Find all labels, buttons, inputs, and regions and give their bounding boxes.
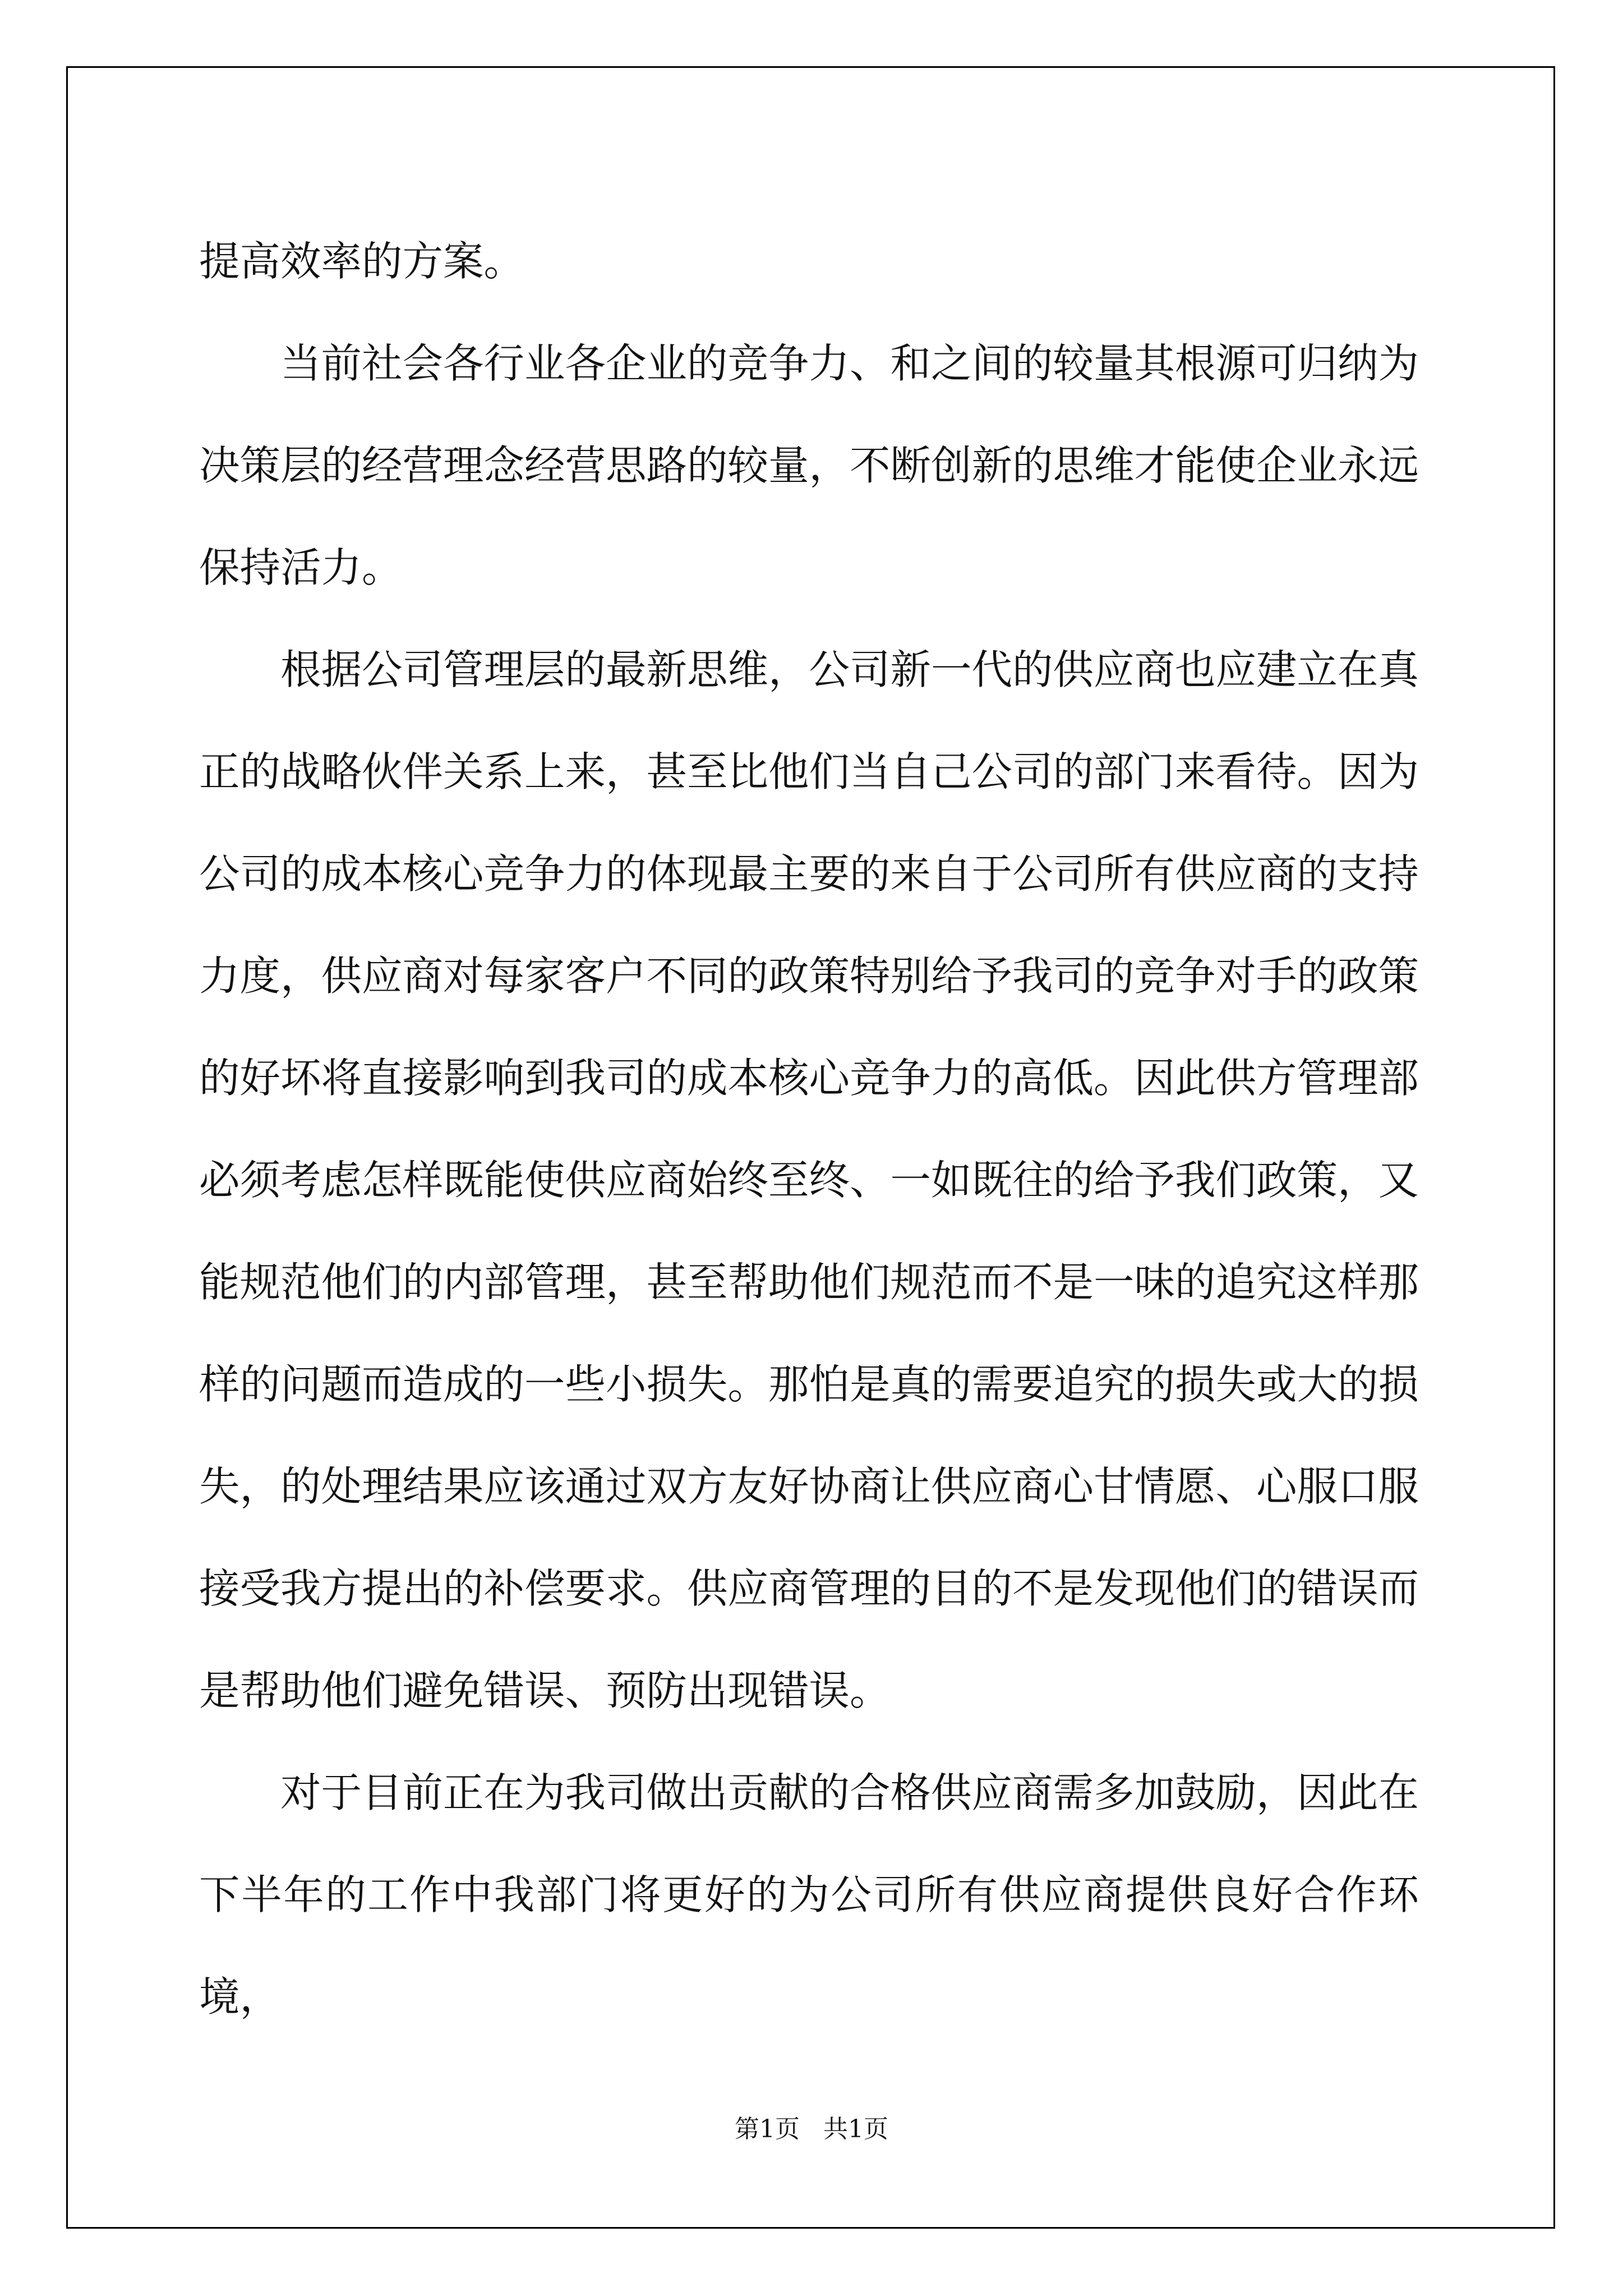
document-body — [199, 211, 1419, 2049]
paragraph-4: 对于目前正在为我司做出贡献的合格供应商需多加鼓励，因此在下半年的工作中我部门将更好的为公司所有供应商提供良好合作环境， — [199, 1770, 1419, 2021]
paragraph-2: 当前社会各行业各企业的竞争力、和之间的较量其根源可归纳为决策层的经营理念经营思路的较量，不断创新的思维才能使企业永远保持活力。 — [199, 341, 1419, 592]
paragraph-1: 提高效率的方案。 — [199, 238, 524, 286]
page-footer: 第1页 共1页 — [735, 2115, 888, 2143]
paragraph-3: 根据公司管理层的最新思维，公司新一代的供应商也应建立在真正的战略伙伴关系上来，甚至比他们当自己公司的部门来看待。因为公司的成本核心竞争力的体现最主要的来自于公司所有供应商的支持力度，供应商对每家客户不同的政策特别给予我司的竞争对手的政策的好坏将直接影响到我司的成本核心竞争力的高低。因此供方管理部必须考虑怎样既能使供应商始终至终、一如既往的给予我们政策，又能规范他们的内部管理，甚至帮助他们规范而不是一味的追究这样那样的问题而造成的一些小损失。那怕是真的需要追究的损失或大的损失，的处理结果应该通过双方友好协商让供应商心甘情愿、心服口服接受我方提出的补偿要求。供应商管理的目的不是发现他们的错误而是帮助他们避免错误、预防出现错误。 — [199, 647, 1419, 1715]
